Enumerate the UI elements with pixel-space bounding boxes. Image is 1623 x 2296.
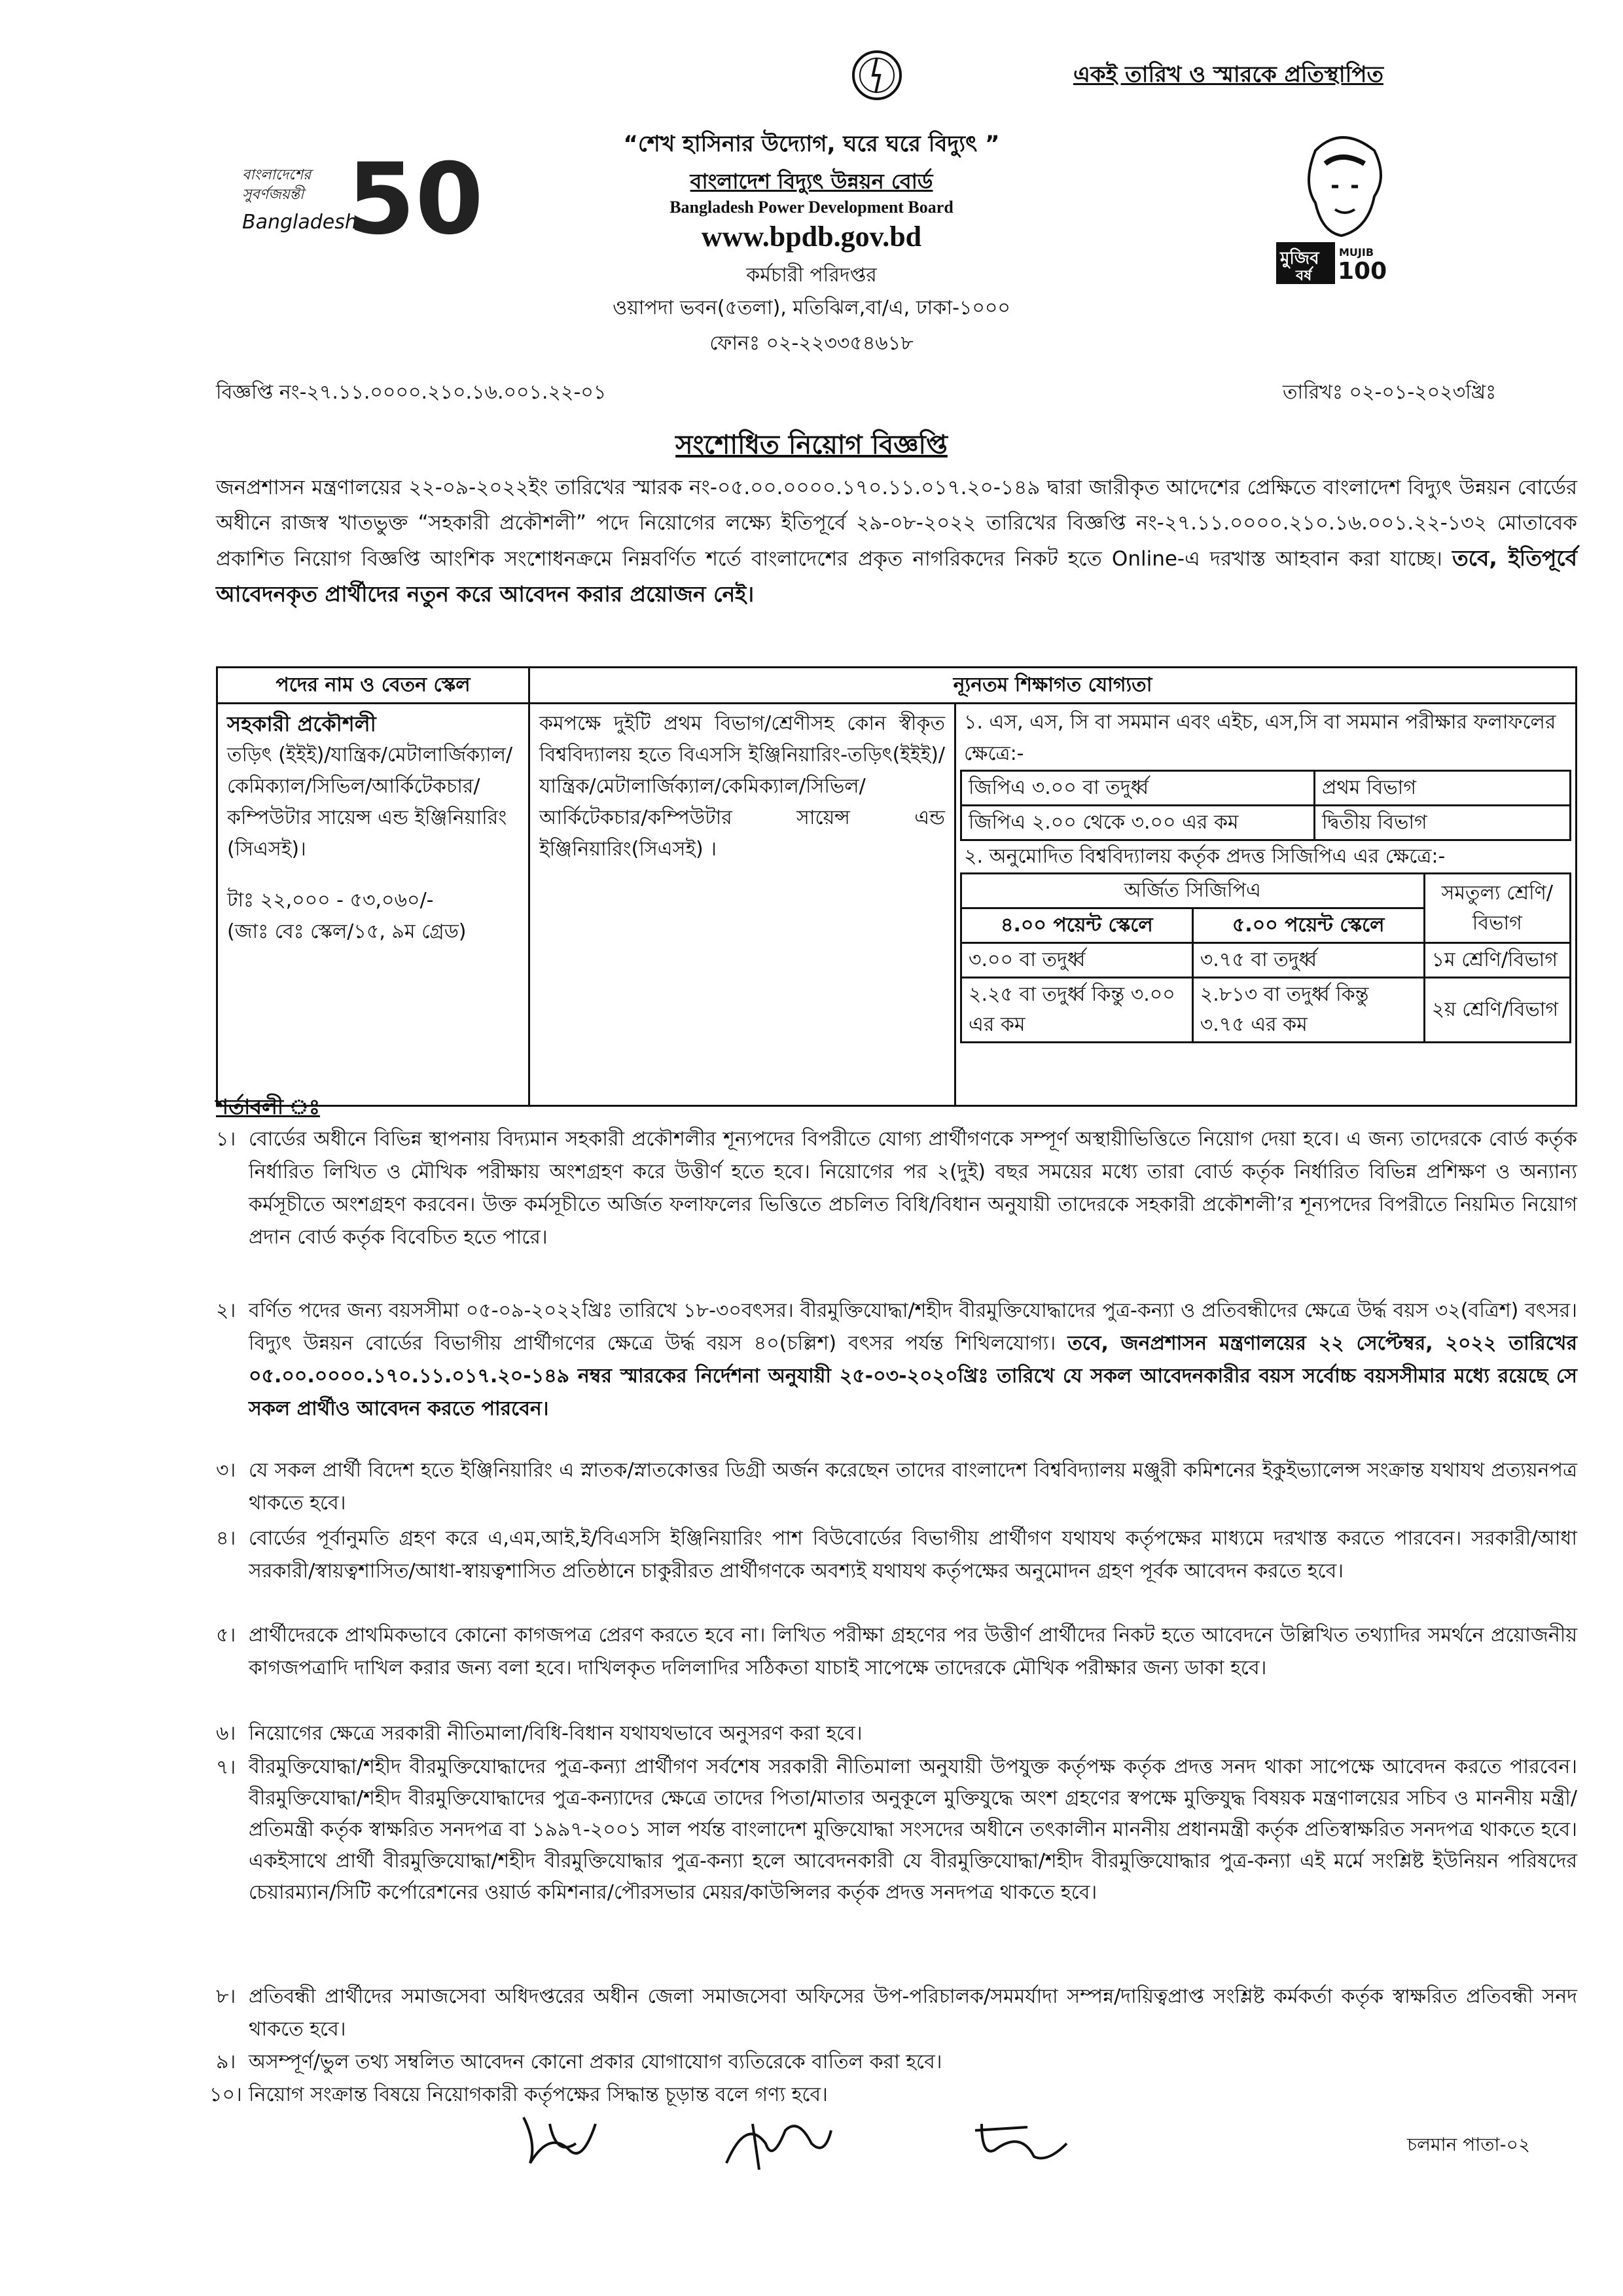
intro-paragraph: জনপ্রশাসন মন্ত্রণালয়ের ২২-০৯-২০২২ইং তারিখের স্মারক নং-০৫.০০.০০০০.১৭০.১১.০১৭.২০-১৪৯ দ্বারা জারীকৃত আদেশের প্রেক্ষিতে বাংলাদেশ বিদ্যুৎ উন্নয়ন বোর্ডের অধীনে রাজস্ব খাতভুক্ত “সহকারী প্রকৌশলী” পদে নিয়োগের লক্ষ্যে ইতিপূর্বে ২৯-০৮-২০২২ তারিখের বিজ্ঞপ্তি নং-২৭.১১.০০০০.২১০.১৬.০০১.২২-১৩২ মোতাবেক প্রকাশিত নিয়োগ বিজ্ঞপ্তি আংশিক সংশোধনক্রমে নিম্নবর্ণিত শর্তে বাংলাদেশের প্রকৃত নাগরিকদের নিকট হতে Online-এ দরখাস্ত আহবান করা যাচ্ছে। তবে, ইতিপূর্বে আবেদনকৃত প্রার্থীদের নতুন করে আবেদন করার প্রয়োজন নেই। — [216, 476, 1578, 607]
table-header-qualification: ন্যূনতম শিক্ষাগত যোগ্যতা — [529, 668, 1577, 704]
post-cell — [217, 704, 529, 1106]
table-row: ২.২৫ বা তদুর্ধ্ব কিন্তু ৩.০০ এর কম ২.৮১৩ বা তদুর্ধ্ব কিন্তু ৩.৭৫ এর কম ২য় শ্রেণি/বিভাগ — [961, 978, 1571, 1043]
portrait-illustration-icon — [1276, 124, 1407, 255]
page-title: সংশোধিত নিয়োগ বিজ্ঞপ্তি — [675, 430, 948, 460]
signature-1-icon — [510, 2104, 609, 2176]
org-name-en: Bangladesh Power Development Board — [669, 198, 954, 217]
table-header-post: পদের নাম ও বেতন স্কেল — [217, 668, 529, 704]
continued-page: চলমান পাতা-০২ — [1407, 2134, 1531, 2155]
signature-3-icon — [969, 2111, 1073, 2170]
post-title: সহকারী প্রকৌশলী — [227, 711, 376, 736]
bpdb-emblem-icon — [851, 46, 903, 105]
table-row: জিপিএ ২.০০ থেকে ৩.০০ এর কম দ্বিতীয় বিভাগ — [961, 806, 1571, 840]
salary: টাঃ ২২,০০০ - ৫৩,০৬০/- — [227, 889, 434, 912]
mujib-100-logo: মুজিব বর্ষ MUJIB 100 — [1250, 124, 1453, 288]
address: ওয়াপদা ভবন(৫তলা), মতিঝিল,বা/এ, ঢাকা-১০০০ — [613, 296, 1010, 319]
qualification-table — [216, 666, 1577, 1107]
replacement-note: একই তারিখ ও স্মারকে প্রতিস্থাপিত — [1073, 62, 1383, 88]
post-description: তড়িৎ (ইইই)/যান্ত্রিক/মেটালার্জিক্যাল/কেমিক্যাল/সিভিল/আর্কিটেকচার/কম্পিউটার সায়েন্স এন্ড ইঞ্জিনিয়ারিং (সিএসই)। — [227, 744, 513, 861]
cgpa-heading: ২. অনুমোদিত বিশ্ববিদ্যালয় কর্তৃক প্রদত্ত সিজিপিএ এর ক্ষেত্রে:- — [964, 845, 1446, 868]
phone: ফোনঃ ০২-২২৩৩৫৪৬১৮ — [709, 332, 914, 355]
org-name-bn: বাংলাদেশ বিদ্যুৎ উন্নয়ন বোর্ড — [690, 169, 933, 194]
table-row: ৪.০০ পয়েন্ট স্কেলে ৫.০০ পয়েন্ট স্কেলে — [961, 908, 1571, 943]
table-row: অর্জিত সিজিপিএ সমতুল্য শ্রেণি/ বিভাগ — [961, 874, 1571, 908]
result-cell — [955, 704, 1577, 1106]
slogan: “শেখ হাসিনার উদ্যোগ, ঘরে ঘরে বিদ্যুৎ ” — [623, 131, 1000, 157]
golden-jubilee-logo: বাংলাদেশের সুবর্ণজয়ন্তী Bangladesh 50 — [242, 143, 484, 257]
conditions-title: শর্তাবলী ঃ — [216, 1094, 320, 1119]
table-row: জিপিএ ৩.০০ বা তদুর্ধ্ব প্রথম বিভাগ — [961, 771, 1571, 806]
grade: (জাঃ বেঃ স্কেল/১৫, ৯ম গ্রেড) — [227, 920, 467, 943]
department: কর্মচারী পরিদপ্তর — [746, 264, 877, 287]
ssc-heading: ১. এস, এস, সি বা সমমান এবং এইচ, এস,সি বা সমমান পরীক্ষার ফলাফলের ক্ষেত্রে:- — [964, 711, 1556, 765]
table-row: ৩.০০ বা তদুর্ধ্ব ৩.৭৫ বা তদুর্ধ্ব ১ম শ্রেণি/বিভাগ — [961, 943, 1571, 978]
cgpa-table — [960, 872, 1571, 1043]
notice-number: বিজ্ঞপ্তি নং-২৭.১১.০০০০.২১০.১৬.০০১.২২-০১ — [216, 381, 607, 404]
gpa-table — [960, 770, 1571, 841]
website: www.bpdb.gov.bd — [701, 221, 922, 253]
notice-date: তারিখঃ ০২-০১-২০২৩খ্রিঃ — [1283, 381, 1497, 404]
signature-2-icon — [713, 2104, 844, 2176]
qual-text-cell: কমপক্ষে দুইটি প্রথম বিভাগ/শ্রেণীসহ কোন স্বীকৃত বিশ্ববিদ্যালয় হতে বিএসসি ইঞ্জিনিয়ারিং-তড়িৎ(ইইই)/যান্ত্রিক/মেটালার্জিক্যাল/কেমিক্যাল/সিভিল/আর্কিটেকচার/কম্পিউটার সায়েন্স এন্ড ইঞ্জিনিয়ারিং(সিএসই) । — [529, 704, 955, 1106]
